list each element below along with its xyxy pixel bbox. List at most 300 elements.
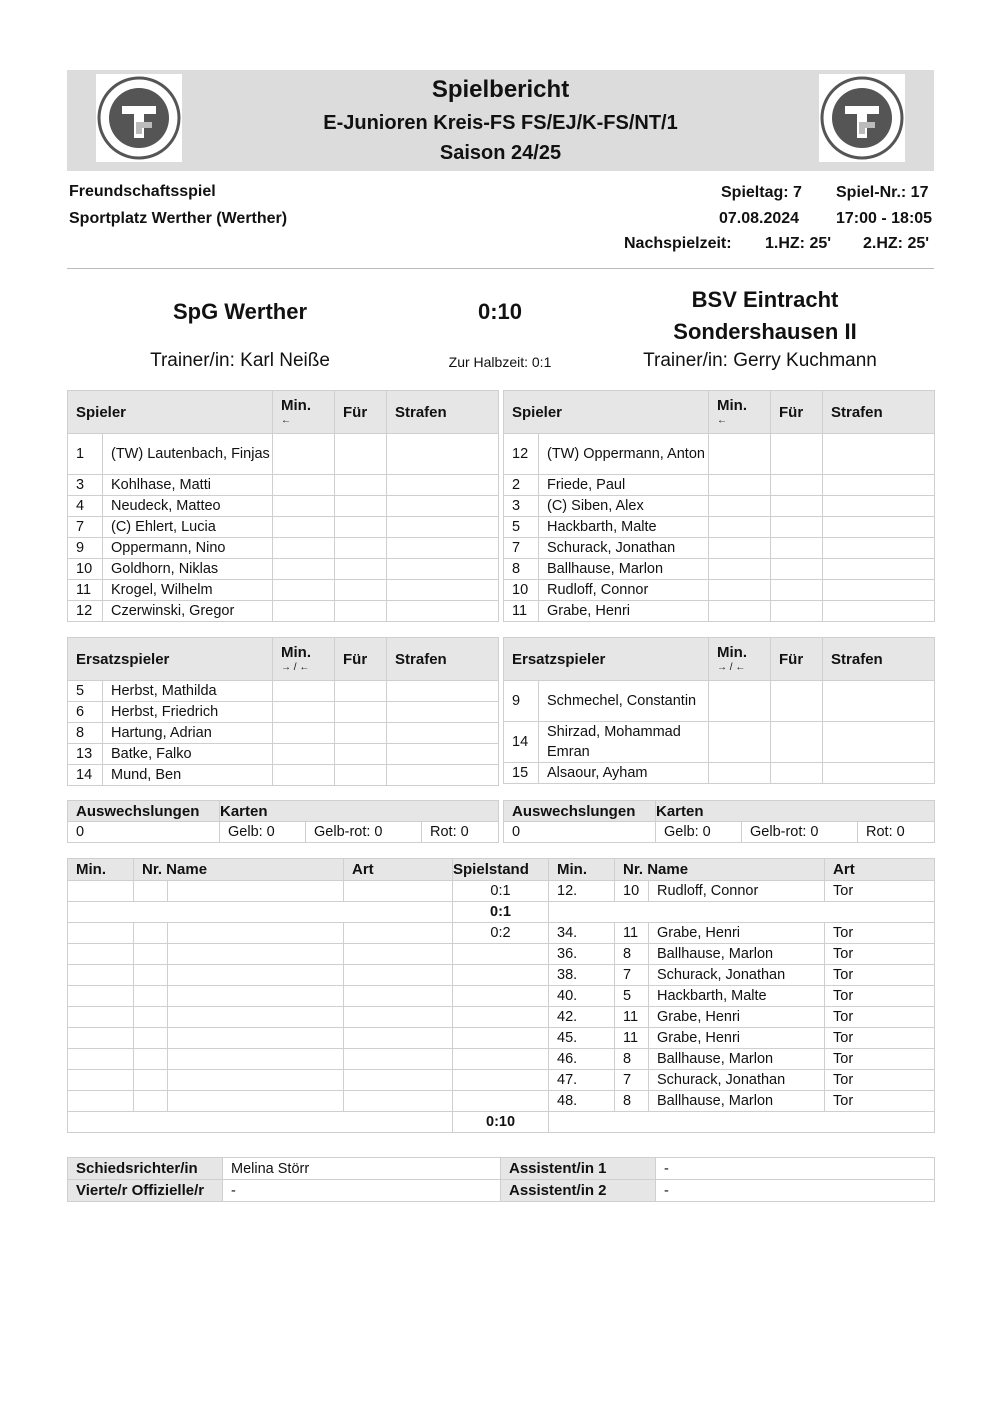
shirt-number: 13 [68,744,103,765]
player-name: Schmechel, Constantin [539,681,709,722]
minute-cell [273,765,335,786]
strafen-cell [387,434,499,475]
score-summary-row [68,902,935,923]
shirt-number: 10 [504,580,539,601]
player-name: Oppermann, Nino [103,538,273,559]
fuer-cell [335,744,387,765]
running-score [453,965,549,986]
event-min-header: Min. [549,859,615,881]
away-summary-table [503,800,935,843]
event-shirt-number: 11 [615,1028,649,1049]
player-row [68,559,499,580]
report-title: Spielbericht [431,76,570,103]
home-event-cell [134,1007,168,1028]
strafen-cell [823,517,935,538]
player-row [68,681,499,702]
player-name: Ballhause, Marlon [539,559,709,580]
home-coach: Trainer/in: Karl Neiße [150,350,330,371]
player-row [68,744,499,765]
shirt-number: 5 [504,517,539,538]
auswechslungen-header: Auswechslungen [68,801,220,822]
empty-cell [549,1112,935,1133]
shirt-number: 12 [68,601,103,622]
player-name: Batke, Falko [103,744,273,765]
referee-label: Schiedsrichter/in [68,1158,223,1180]
player-row [68,580,499,601]
minute-cell [709,434,771,475]
running-score [453,944,549,965]
venue: Sportplatz Werther (Werther) [69,210,288,227]
event-name-header: Nr. Name [615,859,825,881]
strafen-cell [387,601,499,622]
shirt-number: 2 [504,475,539,496]
running-score [453,1028,549,1049]
substitution-count: 0 [504,822,656,843]
player-name: Czerwinski, Gregor [103,601,273,622]
fuer-cell [335,475,387,496]
event-shirt-number: 8 [615,944,649,965]
strafen-cell [387,765,499,786]
event-player-name: Schurack, Jonathan [649,1070,825,1091]
event-minute: 48. [549,1091,615,1112]
strafen-cell [823,681,935,722]
minute-cell [273,496,335,517]
event-minute: 38. [549,965,615,986]
fourth-official-name: - [223,1180,501,1202]
first-half-extra: 1.HZ: 25' [765,235,832,252]
fuer-cell [335,580,387,601]
event-player-name: Ballhause, Marlon [649,944,825,965]
fuer-cell [335,681,387,702]
season-label: Saison 24/25 [439,142,562,164]
players-header: Spieler [504,391,709,434]
fuer-cell [771,580,823,601]
home-event-cell [134,923,168,944]
event-type: Tor [825,881,935,902]
strafen-cell [387,744,499,765]
home-event-cell [344,1028,453,1049]
match-date: 07.08.2024 [719,210,800,227]
player-name: Kohlhase, Matti [103,475,273,496]
event-player-name: Schurack, Jonathan [649,965,825,986]
player-row [68,434,499,475]
event-player-name: Grabe, Henri [649,923,825,944]
event-type: Tor [825,944,935,965]
event-type: Tor [825,1028,935,1049]
player-row [504,496,935,517]
player-row [504,434,935,475]
fuer-cell [335,723,387,744]
player-row [504,538,935,559]
player-row [504,475,935,496]
player-row [68,538,499,559]
away-team [630,284,900,348]
player-row [504,681,935,722]
player-row [504,517,935,538]
minute-cell [273,702,335,723]
strafen-cell [823,580,935,601]
fuer-header: Für [335,638,387,681]
event-shirt-number: 7 [615,965,649,986]
fuer-cell [771,681,823,722]
minute-cell [273,434,335,475]
strafen-cell [387,723,499,744]
home-event-cell [134,944,168,965]
home-event-cell [168,1049,344,1070]
home-event-cell [344,881,453,902]
home-event-cell [68,965,134,986]
shirt-number: 10 [68,559,103,580]
home-event-cell [134,881,168,902]
minute-cell [709,763,771,784]
home-lineup-table [67,390,499,622]
home-subs-table [67,637,499,786]
event-min-header: Min. [68,859,134,881]
player-row [68,723,499,744]
home-event-cell [168,944,344,965]
shirt-number: 11 [504,601,539,622]
home-event-cell [168,1007,344,1028]
assistant2-name: - [656,1180,935,1202]
event-row [68,986,935,1007]
shirt-number: 15 [504,763,539,784]
minute-cell [273,601,335,622]
home-event-cell [68,923,134,944]
minute-cell [273,517,335,538]
home-event-cell [134,1028,168,1049]
player-name: Schurack, Jonathan [539,538,709,559]
minute-cell [709,475,771,496]
home-event-cell [68,944,134,965]
shirt-number: 6 [68,702,103,723]
event-type-header: Art [344,859,453,881]
shirt-number: 3 [68,475,103,496]
player-name: Hartung, Adrian [103,723,273,744]
yellow-cards: Gelb: 0 [220,822,306,843]
competition-name: E-Junioren Kreis-FS FS/EJ/K-FS/NT/1 [323,112,678,134]
shirt-number: 8 [504,559,539,580]
event-minute: 40. [549,986,615,1007]
shirt-number: 8 [68,723,103,744]
minute-cell [709,681,771,722]
event-row [68,1070,935,1091]
auswechslungen-header: Auswechslungen [504,801,656,822]
player-row [68,496,499,517]
event-row [68,965,935,986]
strafen-cell [823,722,935,763]
home-event-cell [344,986,453,1007]
player-name: Hackbarth, Malte [539,517,709,538]
player-row [68,702,499,723]
empty-cell [549,902,935,923]
assistant1-name: - [656,1158,935,1180]
home-event-cell [68,1091,134,1112]
home-event-cell [168,1028,344,1049]
fuer-cell [771,559,823,580]
event-minute: 46. [549,1049,615,1070]
strafen-cell [823,434,935,475]
event-row [68,1007,935,1028]
player-name: Grabe, Henri [539,601,709,622]
event-row [68,944,935,965]
player-row [68,517,499,538]
player-row [504,601,935,622]
running-score: 0:2 [453,923,549,944]
player-name: Shirzad, Mohammad Emran [539,722,709,763]
event-shirt-number: 10 [615,881,649,902]
strafen-cell [387,538,499,559]
event-shirt-number: 11 [615,923,649,944]
minute-cell [709,722,771,763]
event-player-name: Ballhause, Marlon [649,1049,825,1070]
home-event-cell [68,1049,134,1070]
fuer-header: Für [771,638,823,681]
event-type: Tor [825,923,935,944]
player-name: Herbst, Friedrich [103,702,273,723]
minute-cell [273,723,335,744]
officials-table [67,1157,935,1202]
strafen-cell [387,580,499,601]
event-minute: 45. [549,1028,615,1049]
strafen-header: Strafen [387,638,499,681]
minute-cell [273,538,335,559]
player-row [68,765,499,786]
players-header: Spieler [68,391,273,434]
strafen-header: Strafen [387,391,499,434]
home-event-cell [344,923,453,944]
minute-cell [273,681,335,702]
away-team-line1: BSV Eintracht [691,287,839,312]
events-table [67,858,935,1133]
min-header: Min. ← [709,391,771,434]
shirt-number: 12 [504,434,539,475]
home-event-cell [168,1070,344,1091]
event-shirt-number: 8 [615,1049,649,1070]
empty-cell [68,1112,453,1133]
home-event-cell [68,986,134,1007]
fuer-cell [335,601,387,622]
halftime-score: Zur Halbzeit: 0:1 [448,354,552,370]
event-type-header: Art [825,859,935,881]
minute-cell [709,559,771,580]
player-name: (C) Ehlert, Lucia [103,517,273,538]
yellow-red-cards: Gelb-rot: 0 [306,822,422,843]
shirt-number: 9 [68,538,103,559]
fuer-cell [335,517,387,538]
fuer-header: Für [771,391,823,434]
player-name: Mund, Ben [103,765,273,786]
min-header: Min. → / ← [709,638,771,681]
home-event-cell [344,944,453,965]
home-event-cell [68,1070,134,1091]
fuer-cell [771,601,823,622]
away-lineup-table [503,390,935,622]
away-team-line2: Sondershausen II [673,319,857,344]
home-event-cell [168,881,344,902]
home-event-cell [168,923,344,944]
home-event-cell [134,1091,168,1112]
shirt-number: 1 [68,434,103,475]
player-name: Krogel, Wilhelm [103,580,273,601]
event-row [68,1091,935,1112]
home-summary-table [67,800,499,843]
event-type: Tor [825,1070,935,1091]
strafen-header: Strafen [823,391,935,434]
event-row [68,923,935,944]
yellow-red-cards: Gelb-rot: 0 [742,822,858,843]
shirt-number: 7 [68,517,103,538]
match-number: Spiel-Nr.: 17 [836,184,929,201]
minute-cell [273,559,335,580]
event-player-name: Grabe, Henri [649,1007,825,1028]
home-event-cell [134,1049,168,1070]
running-score: 0:1 [453,881,549,902]
event-name-header: Nr. Name [134,859,344,881]
event-shirt-number: 8 [615,1091,649,1112]
running-score [453,1049,549,1070]
fuer-cell [335,538,387,559]
interim-score: 0:1 [453,902,549,923]
strafen-cell [387,702,499,723]
matchday: Spieltag: 7 [721,184,802,201]
event-player-name: Ballhause, Marlon [649,1091,825,1112]
min-header: Min. → / ← [273,638,335,681]
player-name: Goldhorn, Niklas [103,559,273,580]
event-type: Tor [825,1007,935,1028]
fuer-cell [335,434,387,475]
fuer-cell [771,763,823,784]
running-score [453,1007,549,1028]
strafen-cell [387,559,499,580]
shirt-number: 5 [68,681,103,702]
strafen-cell [387,517,499,538]
final-score: 0:10 [477,299,523,324]
event-player-name: Rudloff, Connor [649,881,825,902]
event-row [68,881,935,902]
running-score [453,986,549,1007]
player-name: Rudloff, Connor [539,580,709,601]
match-type: Freundschaftsspiel [69,183,216,200]
subs-header: Ersatzspieler [68,638,273,681]
minute-cell [709,580,771,601]
substitution-count: 0 [68,822,220,843]
home-team: SpG Werther [172,299,308,324]
home-event-cell [344,1007,453,1028]
strafen-cell [823,538,935,559]
subs-header: Ersatzspieler [504,638,709,681]
home-event-cell [134,965,168,986]
shirt-number: 4 [68,496,103,517]
extra-time-label: Nachspielzeit: [624,235,732,252]
home-event-cell [344,1070,453,1091]
fuer-cell [771,434,823,475]
player-name: Neudeck, Matteo [103,496,273,517]
player-row [68,475,499,496]
fuer-cell [771,496,823,517]
event-shirt-number: 11 [615,1007,649,1028]
fuer-cell [771,475,823,496]
home-event-cell [344,965,453,986]
player-name: (C) Siben, Alex [539,496,709,517]
event-shirt-number: 5 [615,986,649,1007]
running-score [453,1070,549,1091]
minute-cell [273,475,335,496]
fuer-cell [771,517,823,538]
home-event-cell [68,1007,134,1028]
event-row [68,1028,935,1049]
event-player-name: Hackbarth, Malte [649,986,825,1007]
player-row [504,580,935,601]
player-name: Herbst, Mathilda [103,681,273,702]
home-event-cell [168,1091,344,1112]
strafen-cell [823,601,935,622]
event-type: Tor [825,1091,935,1112]
second-half-extra: 2.HZ: 25' [863,235,930,252]
strafen-cell [387,475,499,496]
karten-header: Karten [656,801,935,822]
shirt-number: 9 [504,681,539,722]
fuer-cell [335,765,387,786]
min-header: Min. ← [273,391,335,434]
event-minute: 12. [549,881,615,902]
home-event-cell [168,986,344,1007]
fuer-cell [771,722,823,763]
home-event-cell [344,1049,453,1070]
player-row [504,559,935,580]
event-score-header: Spielstand [453,859,549,881]
running-score [453,1091,549,1112]
event-minute: 42. [549,1007,615,1028]
red-cards: Rot: 0 [422,822,499,843]
yellow-cards: Gelb: 0 [656,822,742,843]
score-summary-row [68,1112,935,1133]
home-event-cell [68,881,134,902]
strafen-cell [387,496,499,517]
player-name: (TW) Lautenbach, Finjas [103,434,273,475]
strafen-cell [823,475,935,496]
player-name: Friede, Paul [539,475,709,496]
divider [67,268,934,269]
match-time: 17:00 - 18:05 [836,210,933,227]
empty-cell [68,902,453,923]
home-event-cell [134,1070,168,1091]
referee-name: Melina Störr [223,1158,501,1180]
fourth-official-label: Vierte/r Offizielle/r [68,1180,223,1202]
event-minute: 36. [549,944,615,965]
red-cards: Rot: 0 [858,822,935,843]
minute-cell [709,496,771,517]
event-minute: 47. [549,1070,615,1091]
home-event-cell [344,1091,453,1112]
home-event-cell [168,965,344,986]
strafen-cell [823,496,935,517]
player-row [504,722,935,763]
player-name: Alsaour, Ayham [539,763,709,784]
player-row [504,763,935,784]
karten-header: Karten [220,801,499,822]
event-type: Tor [825,1049,935,1070]
minute-cell [273,580,335,601]
event-type: Tor [825,965,935,986]
player-name: (TW) Oppermann, Anton [539,434,709,475]
strafen-cell [823,763,935,784]
fuer-cell [335,559,387,580]
minute-cell [273,744,335,765]
event-row [68,1049,935,1070]
assistant2-label: Assistent/in 2 [501,1180,656,1202]
home-event-cell [134,986,168,1007]
event-player-name: Grabe, Henri [649,1028,825,1049]
